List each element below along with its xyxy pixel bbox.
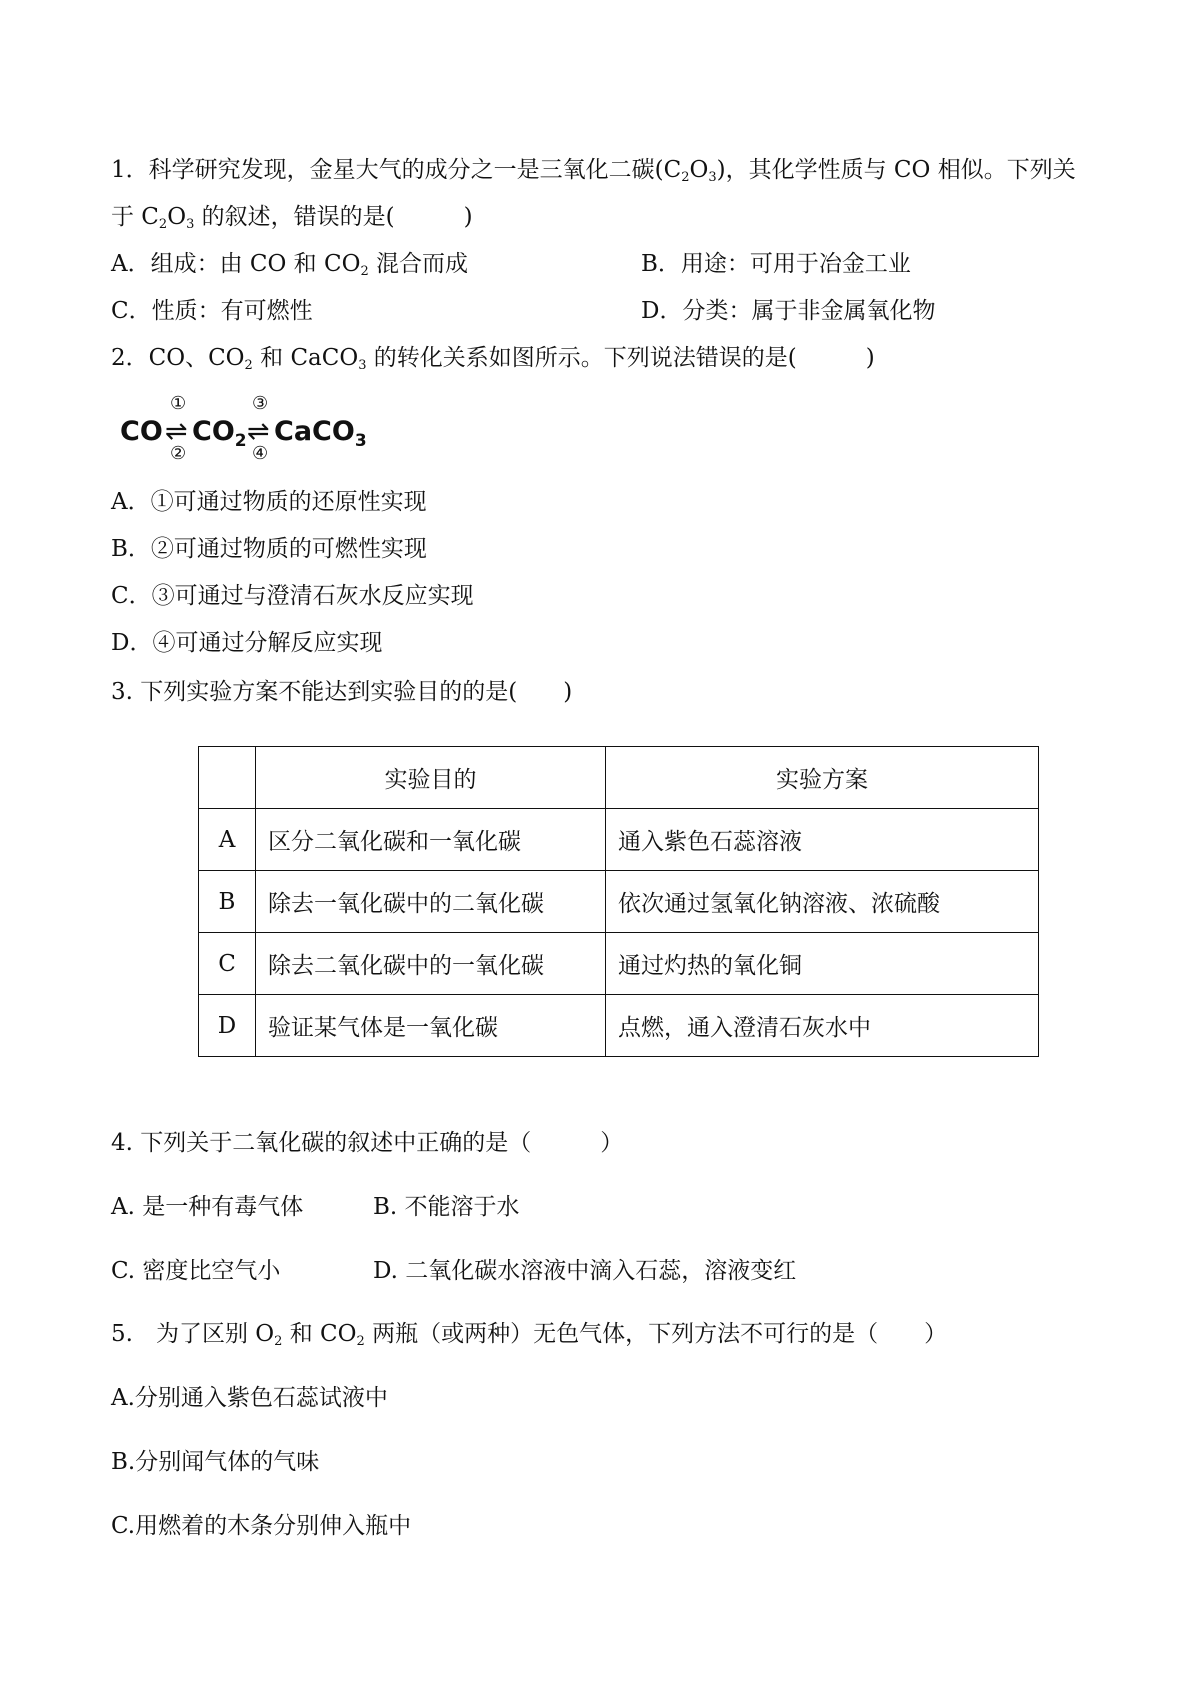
formula-co: CO: [120, 416, 163, 447]
q5-option-c: C.用燃着的木条分别伸入瓶中: [111, 1513, 412, 1539]
table-row: [199, 809, 1039, 871]
q4-option-a: A. 是一种有毒气体: [111, 1194, 304, 1220]
reversible-arrow-2: ⇌: [247, 416, 270, 447]
circle-label-2: ②: [170, 443, 187, 464]
table-row: [199, 871, 1039, 933]
q2-option-d: D．④可通过分解反应实现: [111, 630, 383, 656]
q1-stem-line2: 于 $C_2O_3$ 的叙述，错误的是( ): [111, 204, 473, 232]
table-cell: 除去一氧化碳中的二氧化碳: [256, 871, 606, 933]
table-cell: 依次通过氢氧化钠溶液、浓硫酸: [606, 871, 1039, 933]
q2-stem: 2．CO、$CO_2$ 和 CaCO$_3$ 的转化关系如图所示。下列说法错误的是( ): [111, 345, 875, 373]
table-cell: 验证某气体是一氧化碳: [256, 995, 606, 1057]
formula-caco3: CaCO$_3$: [274, 416, 367, 451]
table-cell: B: [199, 871, 256, 933]
table-cell: 除去二氧化碳中的一氧化碳: [256, 933, 606, 995]
q1-option-b: B．用途：可用于冶金工业: [641, 251, 911, 277]
reversible-arrow-1: ⇌: [165, 416, 188, 447]
q4-option-row1: [111, 1192, 520, 1222]
q5-option-a: A.分别通入紫色石蕊试液中: [111, 1385, 388, 1411]
experiment-table: [198, 746, 1039, 1057]
q4-option-b: B. 不能溶于水: [373, 1194, 520, 1220]
q2-option-a: A．①可通过物质的还原性实现: [111, 489, 427, 515]
q2-option-b: B．②可通过物质的可燃性实现: [111, 536, 427, 562]
q1-option-c: C．性质：有可燃性: [111, 298, 313, 324]
q1-option-row2: [111, 296, 936, 326]
circle-label-1: ①: [170, 393, 187, 414]
q1-option-row1: [111, 249, 911, 279]
table-header-cell: [199, 747, 256, 809]
q5-option-b: B.分别闻气体的气味: [111, 1449, 320, 1475]
conversion-diagram: [120, 395, 380, 475]
q1-option-a: A．组成：由 CO 和 $CO_2$ 混合而成: [111, 251, 469, 279]
circle-label-3: ③: [252, 393, 269, 414]
table-row: [199, 933, 1039, 995]
table-row: [199, 995, 1039, 1057]
q4-option-c: C. 密度比空气小: [111, 1258, 281, 1284]
formula-co2: $CO_2$: [192, 416, 247, 451]
q3-stem: 3. 下列实验方案不能达到实验目的的是( ): [111, 679, 573, 705]
q4-stem: 4. 下列关于二氧化碳的叙述中正确的是（ ）: [111, 1130, 624, 1156]
q5-stem: 5. 为了区别 $O_2$ 和 $CO_2$ 两瓶（或两种）无色气体，下列方法不可行的是（ ）: [111, 1321, 948, 1349]
table-header-cell: 实验方案: [606, 747, 1039, 809]
q1-stem-line1: 1．科学研究发现，金星大气的成分之一是三氧化二碳$(C_2O_3)$，其化学性质与 CO 相似。下列关: [111, 157, 1076, 185]
table-cell: D: [199, 995, 256, 1057]
table-header-cell: 实验目的: [256, 747, 606, 809]
table-cell: A: [199, 809, 256, 871]
table-cell: 区分二氧化碳和一氧化碳: [256, 809, 606, 871]
table-cell: 通过灼热的氧化铜: [606, 933, 1039, 995]
table-cell: C: [199, 933, 256, 995]
q4-option-row2: [111, 1256, 797, 1286]
q1-option-d: D．分类：属于非金属氧化物: [641, 298, 936, 324]
circle-label-4: ④: [252, 443, 269, 464]
table-header-row: [199, 747, 1039, 809]
table-cell: 点燃，通入澄清石灰水中: [606, 995, 1039, 1057]
q4-option-d: D. 二氧化碳水溶液中滴入石蕊，溶液变红: [373, 1258, 797, 1284]
q2-option-c: C．③可通过与澄清石灰水反应实现: [111, 583, 474, 609]
table-cell: 通入紫色石蕊溶液: [606, 809, 1039, 871]
